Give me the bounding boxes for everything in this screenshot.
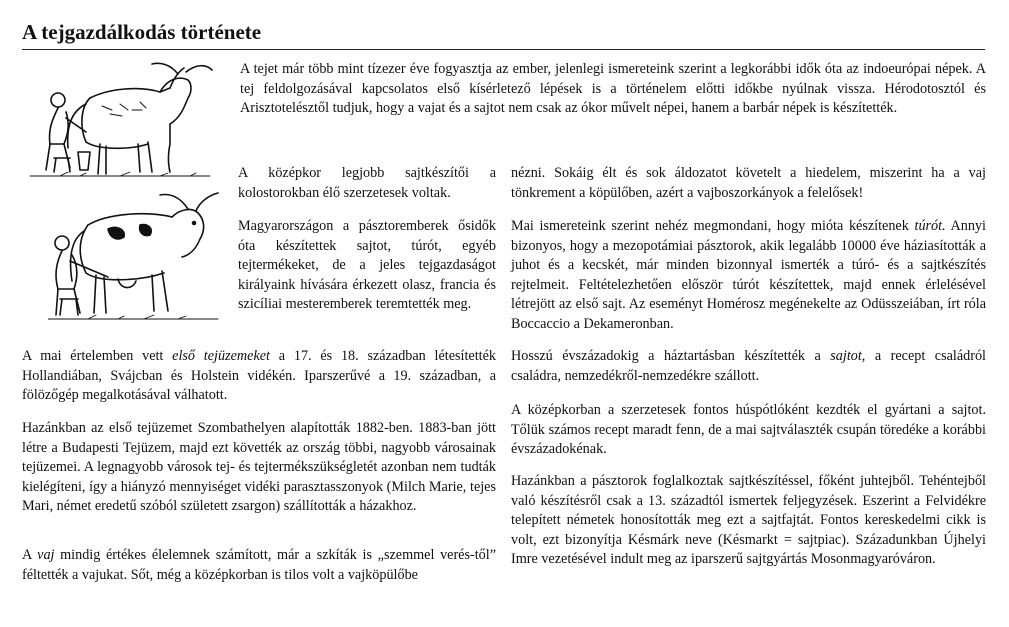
title-rule — [22, 49, 985, 50]
right-paragraph-3: Hosszú évszázadokig a háztartásban készítették a sajtot, a recept családról családra, nemzedékről-nemzedékre szállott. — [511, 348, 986, 384]
right-paragraph-1: nézni. Sokáig élt és sok áldozatot követelt a hiedelem, miszerint ha a vaj tönkrement a köpülőben, azért a vajboszorkányok a felelősek! — [511, 165, 986, 201]
middle-paragraph-1: A középkor legjobb sajtkészítői a kolostorokban élő szerzetesek voltak. — [238, 165, 496, 201]
left-paragraph-3: A vaj mindig értékes élelemnek számított, már a szkíták is „szemmel verés-től” féltették a vajukat. Sőt, még a középkorban is tilos volt a vajköpülőbe — [22, 547, 497, 583]
intro-paragraph: A tejet már több mint tízezer éve fogyasztja az ember, jelenlegi ismereteink szerint a legkorábbi idők óta az indoeurópai népek. A tej feldolgozásával kapcsolatos első kísérletező lépések is a történelem előtti időkbe nyúlnak vissza. Hérodotosztól és Arisztotelésztől tudjuk, hogy a vajat és a sajtot nem csak az ókor művelt népei, hanem a barbár népek is készítették. — [240, 61, 986, 117]
milking-cow-illustration — [48, 185, 224, 325]
milking-ox-illustration — [20, 58, 216, 182]
page-title: A tejgazdálkodás története — [22, 20, 262, 44]
left-paragraph-1: A mai értelemben vett első tejüzemeket a 17. és 18. században létesítették Hollandiában, Svájcban és Holstein vidékén. Iparszerűvé a 19. században, a fölözőgép megalkotásával válhatott. — [22, 348, 497, 404]
left-paragraph-2: Hazánkban az első tejüzemet Szombathelyen alapították 1882-ben. 1883-ban jött létre a Budapesti Tejüzem, majd ezt követték az ország többi, nagyobb városainak tejüzemei. A legnagyobb városok tej- és tejtermékszükségletét azonban nem tudták kielégíteni, így a hiányzó mennyiséget vidéki parasztasszonyok (Milch Marie, tejes Mari, német eredetű szóból született zsargon) szállították a házakhoz. — [22, 420, 496, 515]
middle-paragraph-2: Magyarországon a pásztoremberek ősidők óta készítettek sajtot, túrót, egyéb tejtermékeket, de a jeles tejgazdaságot királyaink hívására érkezett olasz, francia és szicíliai mesteremberek teremtették meg. — [238, 218, 496, 313]
right-paragraph-5: Hazánkban a pásztorok foglalkoztak sajtkészítéssel, főként juhtejből. Tehéntejből való készítésről csak a 13. századtól ismertek feljegyzések. Eszerint a Felvidékre telepített németek honosították meg ezt a sajtfajtát. Fontos kereskedelmi cikk is volt, ezt bizonyítja Késmárk neve (Késmarkt = sajtpiac). Századunkban Újhelyi Imre vezetésével indult meg az iparszerű sajtgyártás Mosonmagyaróváron. — [511, 473, 986, 568]
right-paragraph-4: A középkorban a szerzetesek fontos húspótlóként kezdték el gyártani a sajtot. Tőlük számos recept maradt fenn, de a mai sajtválaszték csupán töredéke a korábbi évszázadokénak. — [511, 402, 986, 458]
right-paragraph-2: Mai ismereteink szerint nehéz megmondani, hogy mióta készítenek túrót. Annyi bizonyos, hogy a mezopotámiai pásztorok, akik legalább 10000 éve háziasították a juhot és a kecskét, már minden bizonnyal ismerték a túró- és a sajtkészítés rejtelmeit. Feltételezhetően először túrót készítettek, majd ennek érlelésével létrejött az első sajt. Az eseményt Homérosz megénekelte az Odüsszeiában, írt róla Boccaccio a Dekameronban. — [511, 218, 986, 332]
